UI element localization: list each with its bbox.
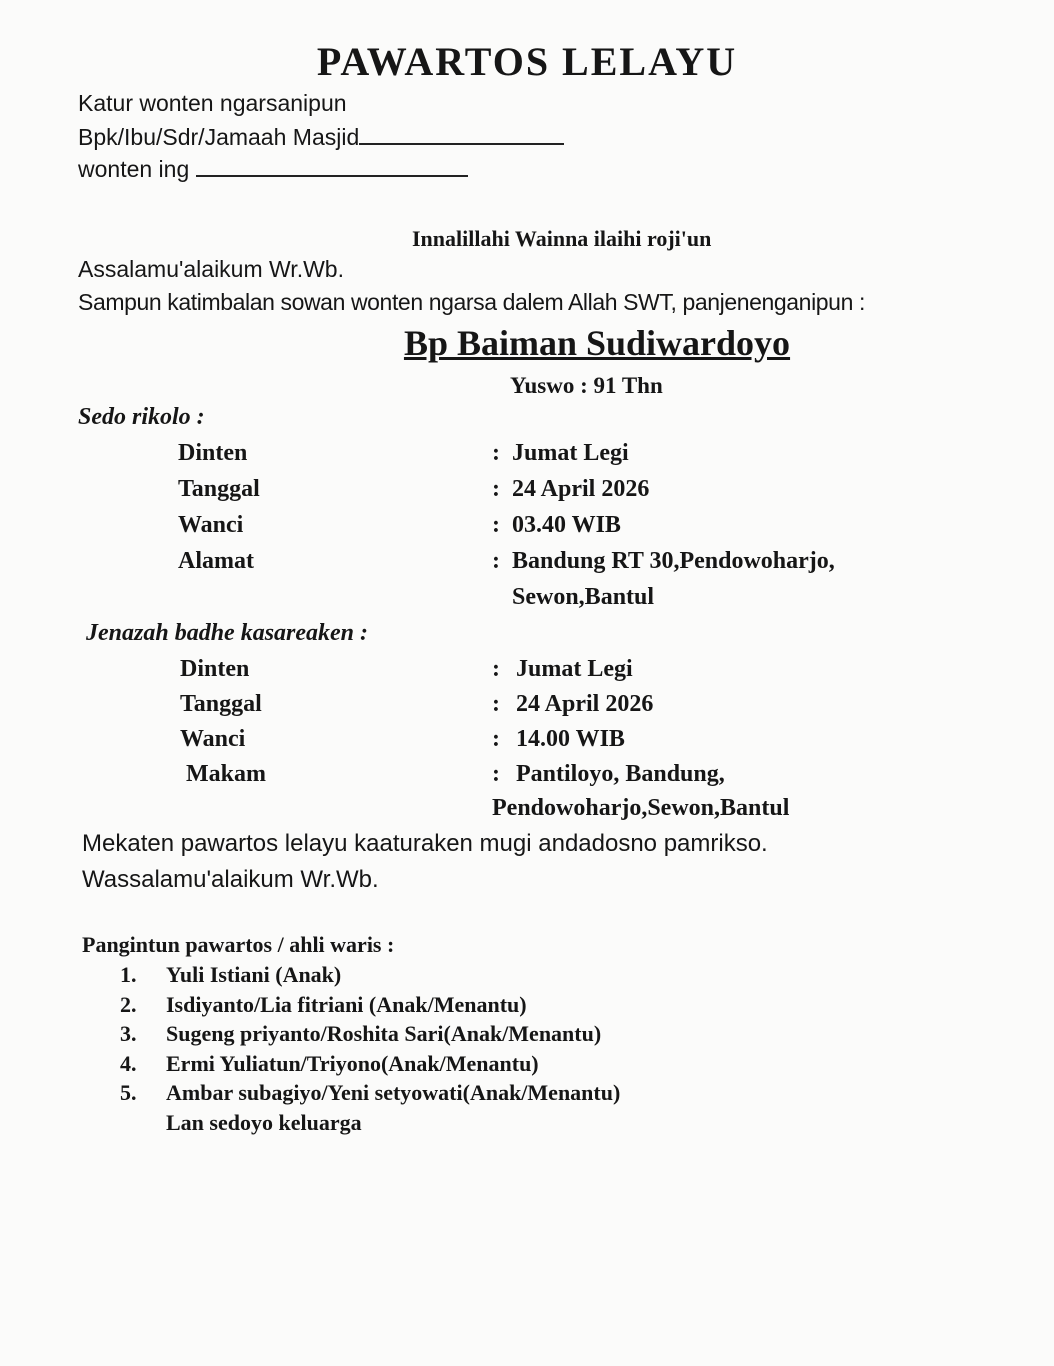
item-number: 3.	[120, 1021, 137, 1046]
item-text: Sugeng priyanto/Roshita Sari(Anak/Menantu)	[166, 1021, 602, 1046]
item-number: 2.	[120, 991, 137, 1017]
burial-row-cemetery	[0, 761, 1054, 827]
heirs-heading: Pangintun pawartos / ahli waris :	[82, 932, 395, 957]
row-label: Dinten	[180, 656, 250, 682]
row-value-line-2: Sewon,Bantul	[512, 584, 655, 610]
death-row-date	[0, 476, 1054, 506]
row-value: Bandung RT 30,Pendowoharjo,	[512, 548, 835, 574]
list-item-family	[120, 1108, 620, 1138]
istirja-text: Innalillahi Wainna ilaihi roji'un	[412, 226, 712, 251]
item-text: Ambar subagiyo/Yeni setyowati(Anak/Menantu)	[166, 1080, 621, 1105]
burial-row-time	[0, 726, 1054, 756]
death-heading: Sedo rikolo :	[78, 404, 205, 430]
row-label: Dinten	[178, 440, 248, 466]
row-label: Tanggal	[180, 691, 262, 717]
row-label: Wanci	[178, 512, 244, 538]
row-label: Tanggal	[178, 476, 260, 502]
row-value: Jumat Legi	[512, 440, 629, 466]
list-item	[120, 1049, 620, 1079]
row-colon: :	[492, 726, 500, 752]
row-colon: :	[492, 761, 500, 787]
mosque-blank-line	[359, 125, 564, 145]
list-item	[120, 960, 620, 990]
announcement-text: Sampun katimbalan sowan wonten ngarsa dalem Allah SWT, panjenenganipun :	[78, 289, 865, 315]
death-row-time	[0, 512, 1054, 542]
row-label: Wanci	[180, 726, 246, 752]
item-number: 4.	[120, 1050, 137, 1076]
family-text: Lan sedoyo keluarga	[166, 1109, 362, 1135]
list-item	[120, 1019, 620, 1049]
closing-text: Mekaten pawartos lelayu kaaturaken mugi andadosno pamrikso.	[82, 830, 768, 857]
row-value: 14.00 WIB	[516, 726, 625, 752]
addressee-line-3	[78, 156, 468, 183]
location-blank-line	[196, 157, 468, 177]
row-colon: :	[492, 548, 500, 574]
addressee-line-1: Katur wonten ngarsanipun	[78, 90, 347, 116]
addressee-line-2	[78, 124, 564, 151]
burial-row-date	[0, 691, 1054, 721]
death-row-address	[0, 548, 1054, 618]
deceased-name: Bp Baiman Sudiwardoyo	[403, 323, 791, 363]
addressee-mosque-label: Bpk/Ibu/Sdr/Jamaah Masjid	[78, 124, 360, 150]
heirs-list	[120, 960, 620, 1137]
row-value: Pantiloyo, Bandung,	[516, 761, 725, 787]
row-colon: :	[492, 512, 500, 538]
death-row-day	[0, 440, 1054, 470]
row-label: Makam	[186, 761, 266, 787]
row-value-line-2: Pendowoharjo,Sewon,Bantul	[492, 795, 790, 821]
burial-heading: Jenazah badhe kasareaken :	[86, 620, 369, 646]
item-number: 1.	[120, 962, 137, 987]
row-value: 24 April 2026	[512, 476, 650, 502]
addressee-location-label: wonten ing	[78, 156, 190, 182]
row-value: 03.40 WIB	[512, 512, 621, 538]
row-value: Jumat Legi	[516, 656, 633, 682]
item-number: 5.	[120, 1080, 137, 1105]
greeting-close: Wassalamu'alaikum Wr.Wb.	[82, 866, 379, 893]
burial-row-day	[0, 656, 1054, 686]
row-colon: :	[492, 440, 500, 466]
page-title: PAWARTOS LELAYU	[316, 39, 738, 84]
row-colon: :	[492, 476, 500, 502]
deceased-age: Yuswo : 91 Thn	[510, 373, 663, 398]
row-label: Alamat	[178, 548, 254, 574]
item-text: Yuli Istiani (Anak)	[166, 962, 342, 987]
row-colon: :	[492, 691, 500, 717]
row-colon: :	[492, 656, 500, 682]
list-item	[120, 1078, 620, 1108]
item-text: Isdiyanto/Lia fitriani (Anak/Menantu)	[166, 991, 527, 1017]
greeting-open: Assalamu'alaikum Wr.Wb.	[78, 256, 344, 282]
row-value: 24 April 2026	[516, 691, 654, 717]
list-item	[120, 990, 620, 1020]
item-text: Ermi Yuliatun/Triyono(Anak/Menantu)	[166, 1050, 539, 1076]
